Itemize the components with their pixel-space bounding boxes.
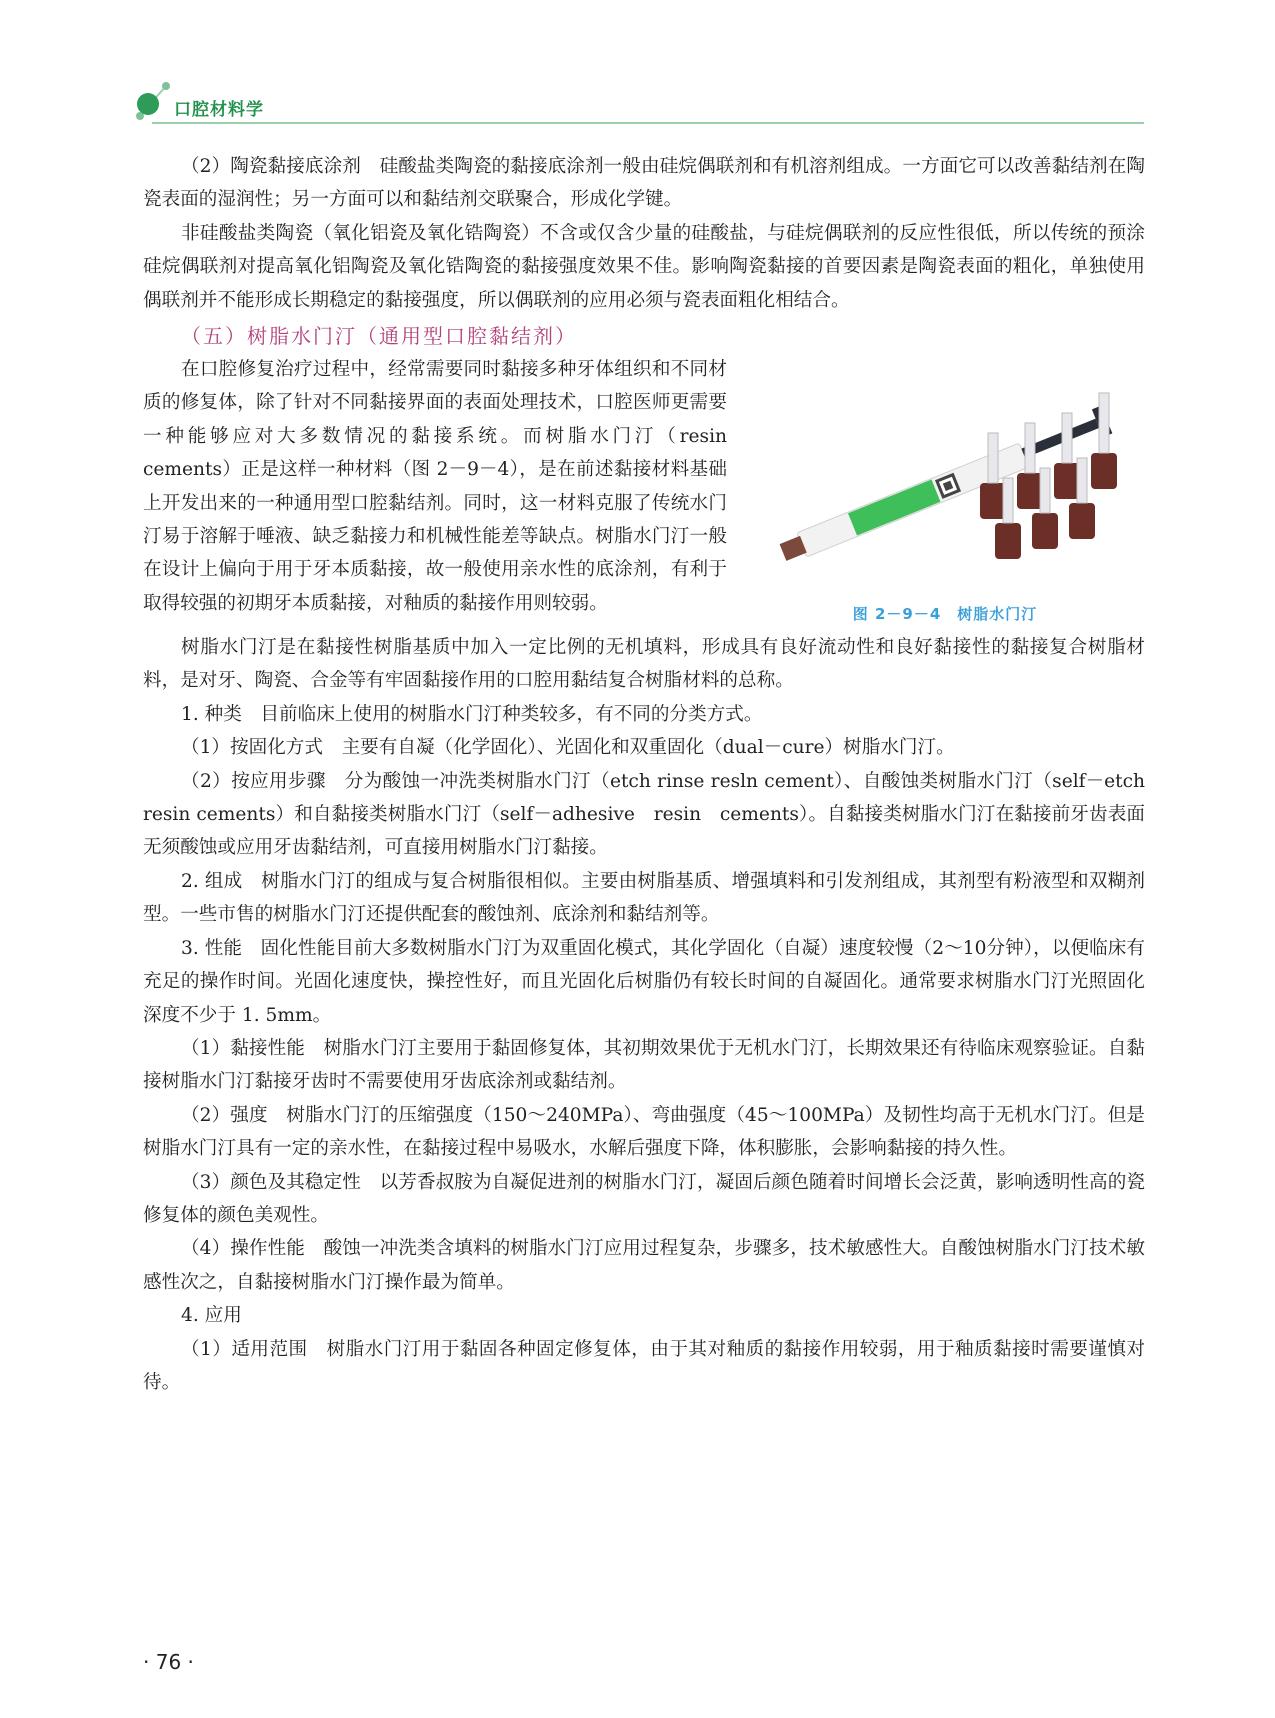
header-divider [152,122,1144,124]
paragraph: 在口腔修复治疗过程中，经常需要同时黏接多种牙体组织和不同材质的修复体，除了针对不同黏接界面的表面处理技术，口腔医师更需要一种能够应对大多数情况的黏接系统。而树脂水门汀（resin cements）正是这样一种材料（图 2－9－4），是在前述黏接材料基础上开发出来的一种通用型口腔黏结剂。同时，这一材料克服了传统水门汀易于溶解于唾液、缺乏黏接力和机械性能差等缺点。树脂水门汀一般在设计上偏向于用于牙本质黏接，故一般使用亲水性的底涂剂，有利于取得较强的初期牙本质黏接，对釉质的黏接作用则较弱。 [143,359,727,614]
paragraph: （2）按应用步骤 分为酸蚀一冲洗类树脂水门汀（etch rinse resln cement）、自酸蚀类树脂水门汀（self－etch resin cements）和自黏接类树脂水门汀（self－adhesive resin cements）。自黏接类树脂水门汀在黏接前牙齿表面无须酸蚀或应用牙齿黏结剂，可直接用树脂水门汀黏接。 [143,770,1145,859]
section-heading: （五）树脂水门汀（通用型口腔黏结剂） [181,324,577,349]
paragraph: 4. 应用 [181,1305,242,1327]
paragraph: 树脂水门汀是在黏接性树脂基质中加入一定比例的无机填料，形成具有良好流动性和良好黏接性的黏接复合树脂材料，是对牙、陶瓷、合金等有牢固黏接作用的口腔用黏结复合树脂材料的总称。 [143,637,1145,692]
figure-resin-cement [745,353,1145,631]
paragraph: （1）按固化方式 主要有自凝（化学固化）、光固化和双重固化（dual－cure）树脂水门汀。 [181,737,955,759]
page-number: · 76 · [143,1650,194,1674]
paragraph: （1）适用范围 树脂水门汀用于黏固各种固定修复体，由于其对釉质的黏接作用较弱，用于釉质黏接时需要谨慎对待。 [143,1338,1145,1393]
molecule-logo-icon [132,78,172,128]
paragraph: 1. 种类 目前临床上使用的树脂水门汀种类较多，有不同的分类方式。 [181,703,763,725]
paragraph: （3）颜色及其稳定性 以芳香叔胺为自凝促进剂的树脂水门汀，凝固后颜色随着时间增长会泛黄，影响透明性高的瓷修复体的颜色美观性。 [143,1171,1145,1226]
figure-caption: 图 2－9－4 树脂水门汀 [852,605,1038,624]
resin-cement-syringe-image [755,353,1135,593]
paragraph: 3. 性能 固化性能目前大多数树脂水门汀为双重固化模式，其化学固化（自凝）速度较慢（2～10分钟），以便临床有充足的操作时间。光固化速度快，操控性好，而且光固化后树脂仍有较长时间的自凝固化。通常要求树脂水门汀光照固化深度不少于 1. 5mm。 [143,937,1145,1026]
paragraph: （2）陶瓷黏接底涂剂 硅酸盐类陶瓷的黏接底涂剂一般由硅烷偶联剂和有机溶剂组成。一方面它可以改善黏结剂在陶瓷表面的湿润性；另一方面可以和黏结剂交联聚合，形成化学键。 [143,156,1145,211]
paragraph: （4）操作性能 酸蚀一冲洗类含填料的树脂水门汀应用过程复杂，步骤多，技术敏感性大。自酸蚀树脂水门汀技术敏感性次之，自黏接树脂水门汀操作最为简单。 [143,1238,1145,1293]
paragraph: 非硅酸盐类陶瓷（氧化铝瓷及氧化锆陶瓷）不含或仅含少量的硅酸盐，与硅烷偶联剂的反应性很低，所以传统的预涂硅烷偶联剂对提高氧化铝陶瓷及氧化锆陶瓷的黏接强度效果不佳。影响陶瓷黏接的首要因素是陶瓷表面的粗化，单独使用偶联剂并不能形成长期稳定的黏接强度，所以偶联剂的应用必须与瓷表面粗化相结合。 [143,222,1145,311]
running-header [132,78,1144,128]
main-content [143,150,1145,1399]
book-title: 口腔材料学 [174,100,264,120]
paragraph: （2）强度 树脂水门汀的压缩强度（150～240MPa）、弯曲强度（45～100MPa）及韧性均高于无机水门汀。但是树脂水门汀具有一定的亲水性，在黏接过程中易吸水，水解后强度下降，体积膨胀，会影响黏接的持久性。 [143,1104,1145,1160]
paragraph: 2. 组成 树脂水门汀的组成与复合树脂很相似。主要由树脂基质、增强填料和引发剂组成，其剂型有粉液型和双糊剂型。一些市售的树脂水门汀还提供配套的酸蚀剂、底涂剂和黏结剂等。 [143,870,1145,926]
paragraph: （1）黏接性能 树脂水门汀主要用于黏固修复体，其初期效果优于无机水门汀，长期效果还有待临床观察验证。自黏接树脂水门汀黏接牙齿时不需要使用牙齿底涂剂或黏结剂。 [143,1037,1145,1093]
